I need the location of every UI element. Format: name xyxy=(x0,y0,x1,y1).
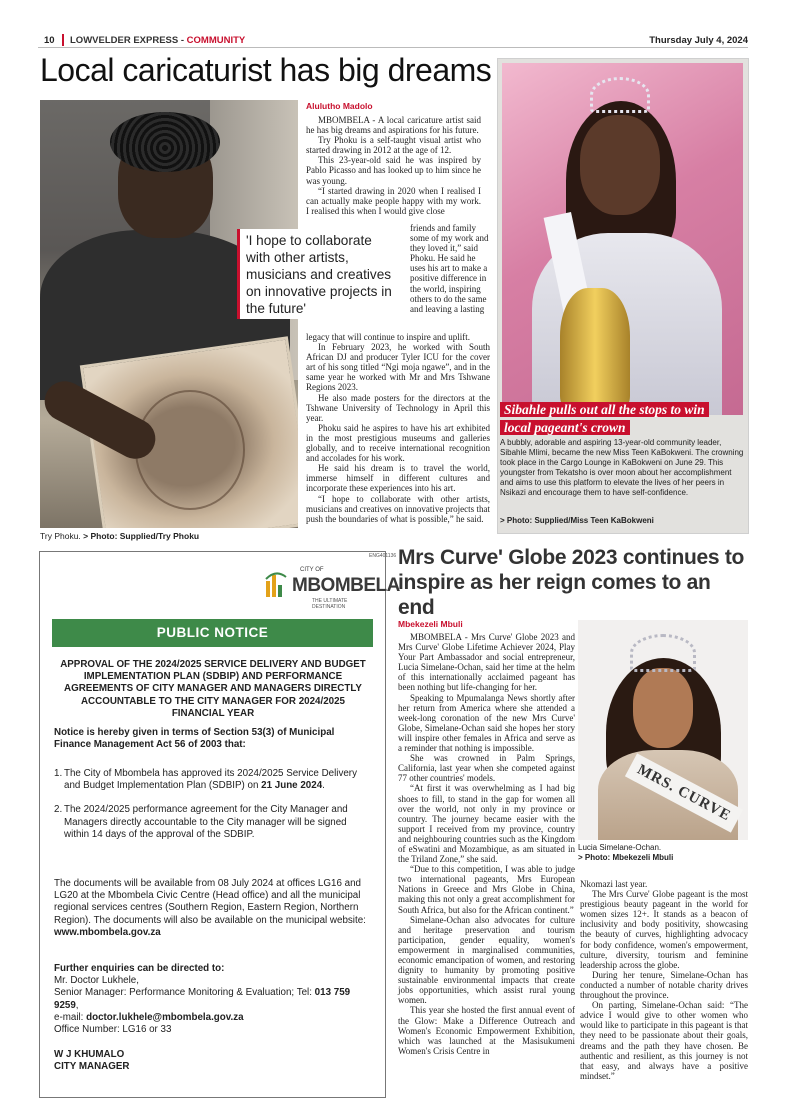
article2-body-right xyxy=(580,879,748,1081)
contact-email-link[interactable]: doctor.lukhele@mbombela.gov.za xyxy=(86,1011,244,1023)
notice-list-item xyxy=(54,768,372,792)
pageant-winner-photo xyxy=(502,63,743,415)
documents-text: The documents will be available from 08 July 2024 at offices LG16 and LG20 at the Mbombela Civic Centre (Head office) and all the municipal regional services centres (Southern Region, Eastern Region, Northern Region). The documents will also be available on the municipal website: xyxy=(54,878,366,926)
section-name: COMMUNITY xyxy=(186,35,246,46)
contact-role: Senior Manager: Performance Monitoring & Evaluation; Tel: xyxy=(54,987,315,999)
header-rule xyxy=(38,47,748,48)
item-text: The 2024/2025 performance agreement for the City Manager and Managers directly accountable to the City manager will be signed within 14 days of the approval of the SDBIP. xyxy=(64,804,348,840)
paragraph: Phoku said he aspires to have his art exhibited in the most prestigious museums and galleries globally, and to receive international recognition and accolades for his work. xyxy=(306,422,490,464)
paragraph: He said his dream is to travel the world, immerse himself in different cultures and incorporate these experiences into his art. xyxy=(306,463,490,494)
item-text-body: The City of Mbombela has approved its 2024/2025 Service Delivery and Budget Implementation Plan (SDBIP) on xyxy=(64,768,357,792)
header-divider xyxy=(62,34,64,46)
photo-figure-face xyxy=(580,115,660,215)
paragraph: Speaking to Mpumalanga News shortly after her return from America where she attended a week-long coronation of the new Mrs Curve' Globe, Simelane-Ochan said she hopes her story will inspire other females in Africa and serve as a reminder that nothing is impossible. xyxy=(398,692,575,754)
article-body-top xyxy=(306,115,481,216)
notice-documents xyxy=(54,878,374,939)
signatory-title: CITY MANAGER xyxy=(54,1061,130,1073)
notice-title: APPROVAL OF THE 2024/2025 SERVICE DELIVERY AND BUDGET IMPLEMENTATION PLAN (SDBIP) AND PERFORMANCE AGREEMENTS OF CITY MANAGER AND MANAGERS DIRECTLY ACCOUNTABLE TO THE CITY MANAGER FOR 2024/2025 FINANCIAL YEAR xyxy=(60,659,366,719)
paragraph: This year she hosted the first annual event of the Glow: Make a Difference Outreach and Women's Economic Empowerment Exhibition, which was launched at the Masisukumeni Women's Crisis Centre in xyxy=(398,1005,575,1056)
article-body-bottom xyxy=(306,332,490,524)
article2-body-left xyxy=(398,632,575,1056)
paragraph: “I started drawing in 2020 when I realised I can actually make people happy with my work. I realised this when I would give close xyxy=(306,185,481,216)
paragraph: MBOMBELA - A local caricature artist said he has big dreams and aspirations for his future. xyxy=(306,115,481,136)
article2-headline: Mrs Curve' Globe 2023 continues to inspire as her reign comes to an end xyxy=(398,546,745,619)
logo-wordmark: MBOMBELA xyxy=(292,575,400,596)
trophy-shape xyxy=(560,288,630,408)
paragraph: During her tenure, Simelane-Ochan has conducted a number of notable charity drives throughout the province. xyxy=(580,969,748,1001)
page-number: 10 xyxy=(44,35,55,46)
feature-body: A bubbly, adorable and aspiring 13-year-old community leader, Sibahle Mlimi, became the new Miss Teen KaBokweni. The crowning took place in the Cargo Lounge in KaBokweni on June 29. This youngster from Tekatsho is over moon about her accomplishment and aims to use this platform to elevate the lives of her peers in Nsikazi and encourage them to have self-confidence. xyxy=(500,438,744,497)
notice-signature xyxy=(54,1049,129,1073)
crown-shape xyxy=(630,634,696,672)
feature-title-text: Sibahle pulls out all the stops to win local pageant's crown xyxy=(500,402,709,435)
paragraph: He also made posters for the directors at the Tshwane University of Technology in April this year. xyxy=(306,392,490,423)
page-header xyxy=(38,33,748,47)
paragraph: “Due to this competition, I was able to judge two international pageants, Mrs European Nations in Greece and Mrs Globe in China, making this not only a great accomplishment for South Africa, but also for the African continent.” xyxy=(398,864,575,915)
enquiries-heading: Further enquiries can be directed to: xyxy=(54,963,225,974)
photo-sash: MRS. CURVE xyxy=(625,753,743,832)
logo-tagline: THE ULTIMATE DESTINATION xyxy=(312,598,348,610)
article-body-wrap xyxy=(410,223,490,314)
notice-enquiries: Further enquiries can be directed to: Mr. Doctor Lukhele, Senior Manager: Performance Monitoring & Evaluation; Tel: 013 759 9259, e-mail: doctor.lukhele@mbombela.gov.za Office Number: LG16 or 33 xyxy=(54,963,351,1036)
notice-list xyxy=(54,768,372,853)
paragraph: MBOMBELA - Mrs Curve' Globe 2023 and Mrs Curve' Globe Lifetime Achiever 2024, Play Your Part Ambassador and social entrepreneur, Lucia Simelane-Ochan, said her time at the helm of this internationally acclaimed pageant has been nothing but life-changing for her. xyxy=(398,632,575,693)
article-byline: Alulutho Madolo xyxy=(306,101,373,111)
article2-byline: Mbekezeli Mbuli xyxy=(398,619,463,629)
photo-figure-face xyxy=(633,668,693,748)
photo-credit: > Photo: Mbekezeli Mbuli xyxy=(578,853,674,862)
item-date: 21 June 2024 xyxy=(261,780,323,792)
feature-photo-credit: > Photo: Supplied/Miss Teen KaBokweni xyxy=(500,516,654,525)
item-end: . xyxy=(322,780,325,792)
item-number: 2. xyxy=(54,804,63,816)
paragraph: Try Phoku is a self-taught visual artist who started drawing in 2012 at the age of 12. xyxy=(306,135,481,156)
office-number: Office Number: LG16 or 33 xyxy=(54,1024,172,1036)
photo-figure-hair xyxy=(110,112,220,172)
paragraph: The Mrs Curve' Globe pageant is the most prestigious beauty pageant in the world for women sizes 12+. It stands as a beacon of inclusivity and body positivity, showcasing the beauty of curves, highlighting advocacy for body confidence, women's empowerment, culture, diversity, tourism and feminine leadership across the globe. xyxy=(580,889,748,970)
paragraph: This 23-year-old said he was inspired by Pablo Picasso and has looked up to him since he was young. xyxy=(306,155,481,186)
item-number: 1. xyxy=(54,768,63,779)
signatory-name: W J KHUMALO xyxy=(54,1049,125,1060)
notice-intro: Notice is hereby given in terms of Section 53(3) of Municipal Finance Management Act 56 of 2003 that: xyxy=(54,727,335,751)
notice-banner: PUBLIC NOTICE xyxy=(52,619,373,647)
mbombela-logo xyxy=(264,567,400,610)
paragraph: On parting, Simelane-Ochan said: “The advice I would give to other women who would like to participate in this pageant is that they need to be passionate about their goals, dreams and the path they have chosen. Be authentic and resilient, as this journey is not that easy, and always have a positive mindset.” xyxy=(580,1000,748,1081)
issue-date: Thursday July 4, 2024 xyxy=(649,35,748,46)
crown-shape xyxy=(590,77,650,113)
paragraph: legacy that will continue to inspire and uplift. xyxy=(306,332,470,342)
contact-name: Mr. Doctor Lukhele, xyxy=(54,975,139,987)
contact-telephone[interactable]: 013 759 9259 xyxy=(54,987,351,1011)
publication-name xyxy=(70,35,245,46)
item-text xyxy=(64,768,372,792)
photo-credit: > Photo: Supplied/Try Phoku xyxy=(83,531,200,541)
article2-photo-caption xyxy=(578,843,673,863)
notice-list-item xyxy=(54,804,372,841)
mrs-curve-photo xyxy=(578,620,748,840)
notice-reference: ENG401136 xyxy=(369,553,397,559)
paragraph: Simelane-Ochan also advocates for culture and heritage preservation and tourism participation, gender equality, women's empowerment in marginalised communities, economic emancipation of women, and restoring dignity to humanity by promoting positive sustainable environmental impacts that create jobs opportunities, which assist rural young women. xyxy=(398,914,575,1006)
feature-title xyxy=(500,401,722,437)
municipal-website-link[interactable]: www.mbombela.gov.za xyxy=(54,926,161,938)
logo-city-label: CITY OF xyxy=(300,567,324,573)
paragraph: “At first it was overwhelming as I had big shoes to fill, to stand in the gap for women all over the world, not only in my province or country. The journey became easier with the support I received from my province, country and neighbouring countries such as the Kingdom of eSwatini and Mozambique, as am situated in the Triland Zone,” she said. xyxy=(398,783,575,865)
photo-caption xyxy=(40,531,199,541)
email-label: e-mail: xyxy=(54,1011,87,1023)
pull-quote: 'I hope to collaborate with other artists, musicians and creatives on innovative projects in the future' xyxy=(237,229,399,319)
paragraph: friends and family some of my work and they loved it,” said Phoku. He said he uses his art to make a positive difference in the world, inspiring others to do the same and leaving a lasting xyxy=(410,223,489,314)
paragraph: “I hope to collaborate with other artists, musicians and creatives on innovative projects that push the boundaries of what is possible,” he said. xyxy=(306,493,490,524)
publication-title: LOWVELDER EXPRESS - xyxy=(70,35,187,46)
article-headline: Local caricaturist has big dreams xyxy=(40,52,492,88)
caption-text: Lucia Simelane-Ochan. xyxy=(578,843,662,852)
paragraph: She was crowned in Palm Springs, California, last year when she competed against 77 other countries' models. xyxy=(398,753,575,784)
paragraph: Nkomazi last year. xyxy=(580,879,648,889)
paragraph: In February 2023, he worked with South African DJ and producer Tyler ICU for the cover art of his song titled “Ngi moja ngawe”, and in the same year he worked with Mr and Mrs Tshwane Regions 2023. xyxy=(306,342,490,393)
caption-text: Try Phoku. xyxy=(40,531,81,541)
